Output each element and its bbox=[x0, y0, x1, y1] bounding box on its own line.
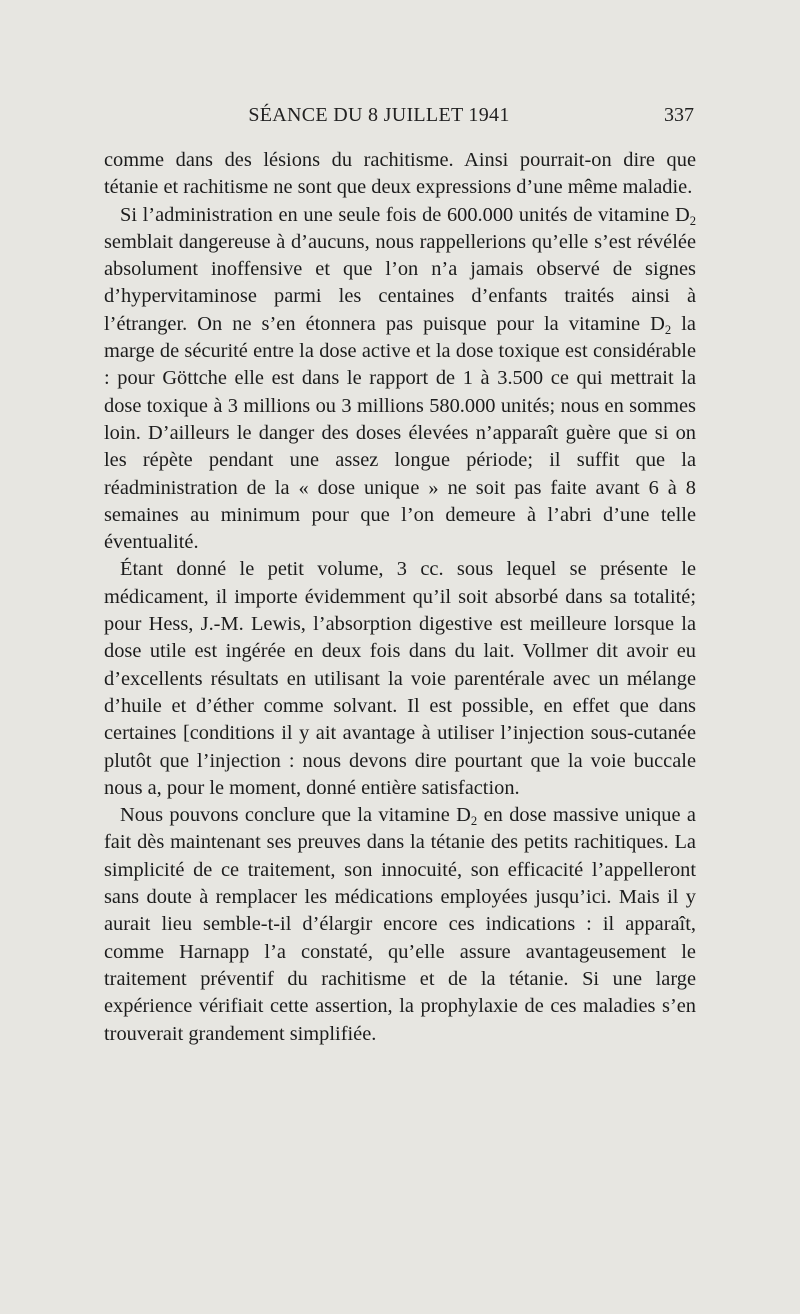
paragraph-2-part-3: la marge de sécurité entre la dose active et la dose toxique est considérable : pour Göttche elle est dans le rapport de 1 à 3.500 ce qui mettrait la dose toxique à 3 millions ou 3 millions 580.000 unités; nous en sommes loin. D’ailleurs le danger des doses élevées n’apparaît guère que si on les répète pendant une assez longue période; il suffit que la réadministration de la « dose unique » ne soit pas faite avant 6 à 8 semaines au minimum pour que l’on demeure à l’abri d’une telle éventualité. bbox=[104, 312, 696, 554]
page-number: 337 bbox=[664, 104, 694, 126]
subscript-2: 2 bbox=[689, 213, 696, 228]
paragraph-4-part-1: Nous pouvons conclure que la vitamine D bbox=[120, 804, 471, 827]
running-title: SÉANCE DU 8 JUILLET 1941 bbox=[248, 104, 510, 126]
paragraph-2 bbox=[104, 202, 696, 557]
paragraph-2-part-2: semblait dangereuse à d’aucuns, nous rappellerions qu’elle s’est révélée absolument inoffensive et que l’on n’a jamais observé de signes d’hypervitaminose parmi les centaines d’enfants traités ainsi à l’étranger. On ne s’en étonnera pas puisque pour la vitamine D bbox=[104, 230, 696, 335]
subscript-2: 2 bbox=[470, 813, 478, 828]
body-text bbox=[104, 147, 696, 1048]
subscript-2: 2 bbox=[664, 322, 672, 337]
paragraph-4 bbox=[104, 802, 696, 1048]
paragraph-4-part-2: en dose massive unique a fait dès maintenant ses preuves dans la tétanie des petits rachitiques. La simplicité de ce traitement, son innocuité, son efficacité l’appelleront sans doute à remplacer les médications employées jusqu’ici. Mais il y aurait lieu semble-t-il d’élargir encore ces indications : il apparaît, comme Harnapp l’a constaté, qu’elle assure avantageusement le traitement préventif du rachitisme et de la tétanie. Si une large expérience vérifiait cette assertion, la prophylaxie de ces maladies s’en trouverait grandement simplifiée. bbox=[104, 804, 696, 1045]
paragraph-1: comme dans des lésions du rachitisme. Ainsi pourrait-on dire que tétanie et rachitisme ne sont que deux expressions d’une même maladie. bbox=[104, 149, 696, 199]
paragraph-2-part-1: Si l’administration en une seule fois de 600.000 unités de vitamine D bbox=[120, 203, 690, 226]
running-head bbox=[104, 104, 694, 134]
paragraph-3: Étant donné le petit volume, 3 cc. sous lequel se présente le médicament, il importe évidemment qu’il soit absorbé dans sa totalité; pour Hess, J.-M. Lewis, l’absorption digestive est meilleure lorsque la dose utile est ingérée en deux fois dans du lait. Vollmer dit avoir eu d’excellents résultats en utilisant la voie parentérale avec un mélange d’huile et d’éther comme solvant. Il est possible, en effet que dans certaines [conditions il y ait avantage à utiliser l’injection sous-cutanée plutôt que l’injection : nous devons dire pourtant que la voie buccale nous a, pour le moment, donné entière satisfaction. bbox=[104, 558, 696, 799]
